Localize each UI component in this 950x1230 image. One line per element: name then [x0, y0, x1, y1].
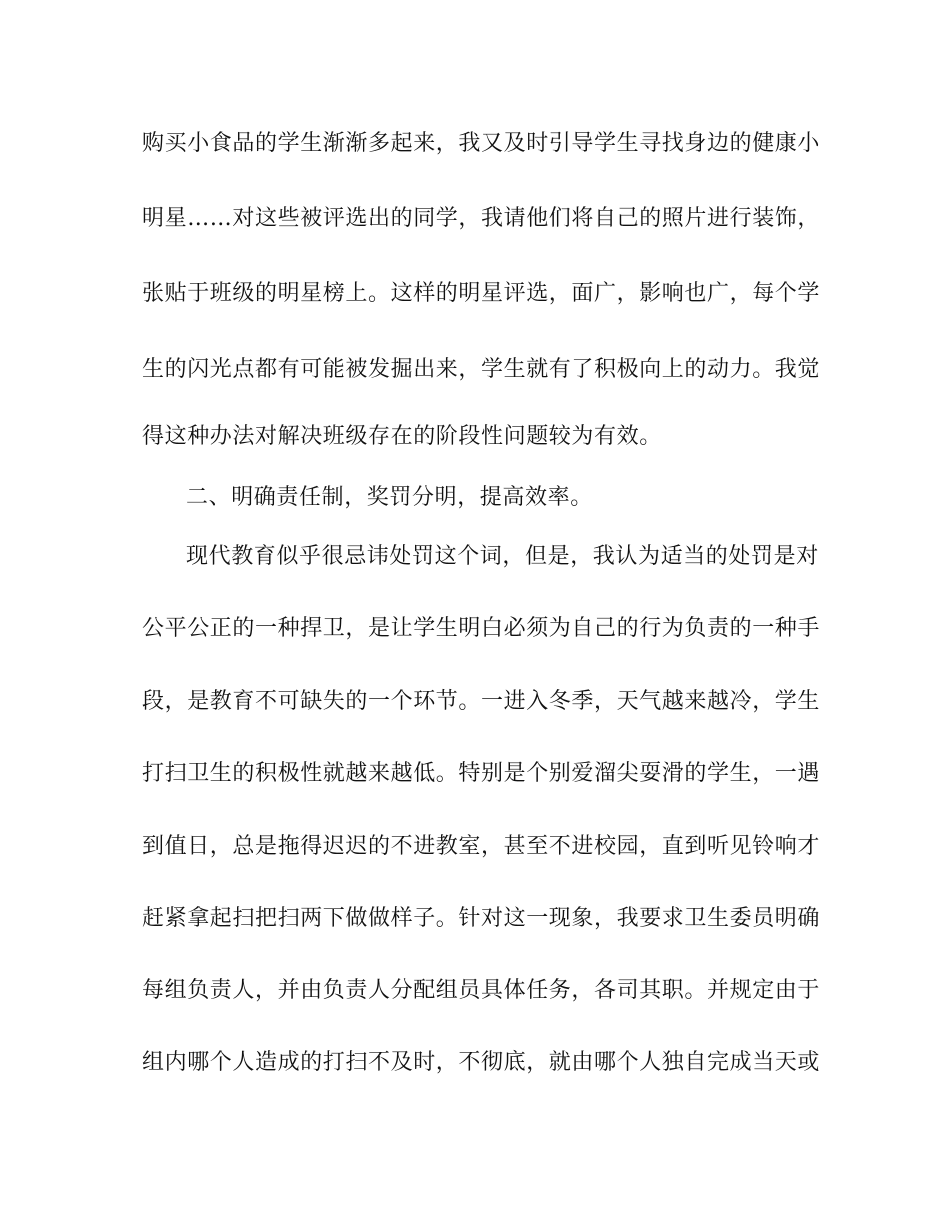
paragraph-line: 组内哪个人造成的打扫不及时，不彻底，就由哪个人独自完成当天或: [142, 1050, 821, 1075]
paragraph-line: 打扫卫生的积极性就越来越低。特别是个别爱溜尖耍滑的学生，一遇: [142, 761, 821, 786]
paragraph-line: 每组负责人，并由负责人分配组员具体任务，各司其职。并规定由于: [142, 978, 821, 1003]
paragraph-line: 现代教育似乎很忌讳处罚这个词，但是，我认为适当的处罚是对: [186, 544, 819, 569]
paragraph-line: 公平公正的一种捍卫，是让学生明白必须为自己的行为负责的一种手: [142, 616, 821, 641]
paragraph-line: 张贴于班级的明星榜上。这样的明星评选，面广，影响也广，每个学: [142, 281, 821, 306]
paragraph-line: 得这种办法对解决班级存在的阶段性问题较为有效。: [142, 424, 662, 449]
paragraph-line: 段，是教育不可缺失的一个环节。一进入冬季，天气越来越冷，学生: [142, 689, 821, 714]
paragraph-line: 明星……对这些被评选出的同学，我请他们将自己的照片进行装饰，: [142, 206, 821, 231]
paragraph-line: 生的闪光点都有可能被发掘出来，学生就有了积极向上的动力。我觉: [142, 357, 821, 382]
paragraph-line: 到值日，总是拖得迟迟的不进教室，甚至不进校园，直到听见铃响才: [142, 834, 821, 859]
paragraph-line: 购买小食品的学生渐渐多起来，我又及时引导学生寻找身边的健康小: [142, 131, 821, 156]
section-heading: 二、明确责任制，奖罚分明，提高效率。: [186, 485, 593, 510]
paragraph-line: 赶紧拿起扫把扫两下做做样子。针对这一现象，我要求卫生委员明确: [142, 906, 821, 931]
